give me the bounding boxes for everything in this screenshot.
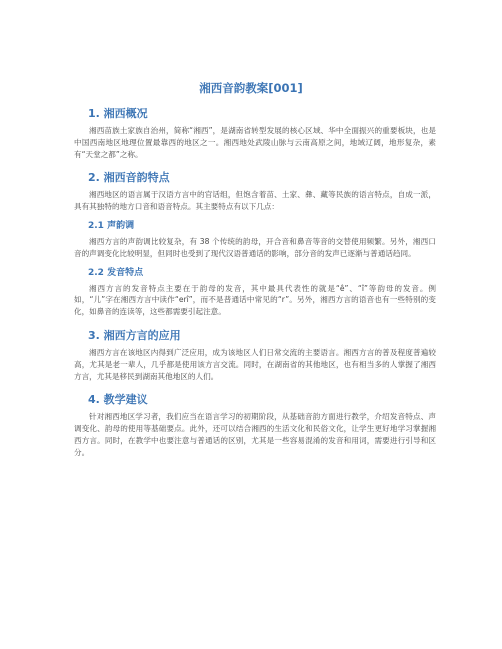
subsection-heading-pronunciation: 2.2 发音特点 (88, 267, 144, 278)
section-paragraph-application: 湘西方言在该地区内得到广泛应用，成为该地区人们日常交流的主要语言。湘西方言的普及程度普遍较高，尤其是老一辈人，几乎都是使用该方言交流。同时，在湖南省的其他地区，也有相当多的人掌握了湘西方言，尤其是移民到湖南其他地区的人们。 (74, 347, 436, 381)
section-paragraph-phonology: 湘西地区的语言属于汉语方言中的官话组，但饱含着苗、土家、彝、藏等民族的语言特点，自成一派，具有其独特的地方口音和语音特点。其主要特点有以下几点： (74, 190, 436, 212)
section-heading-phonology: 2. 湘西音韵特点 (88, 171, 170, 185)
section-heading-application: 3. 湘西方言的应用 (88, 328, 181, 342)
section-heading-teaching: 4. 教学建议 (88, 393, 148, 407)
section-heading-overview: 1. 湘西概况 (88, 107, 148, 120)
subsection-heading-tones: 2.1 声韵调 (88, 220, 135, 231)
section-paragraph-overview: 湘西苗族土家族自治州，简称“湘西”，是湖南省转型发展的核心区域、华中全面振兴的重要板块，也是中国西南地区地理位置最靠西的地区之一。湘西地处武陵山脉与云南高原之间，地域辽阔，地形复杂，素有“天堂之都”之称。 (74, 126, 436, 159)
subsection-paragraph-pronunciation: 湘西方言的发音特点主要在于韵母的发音，其中最具代表性的就是“ê”、“î”等韵母的发音。例如，“儿”字在湘西方言中读作“erî”，而不是普通话中常见的“r”。另外，湘西方言的语音也有一些特别的变化，如鼻音的连读等，这些都需要引起注意。 (74, 283, 436, 317)
section-paragraph-teaching: 针对湘西地区学习者，我们应当在语言学习的初期阶段，从基础音韵方面进行教学，介绍发音特点、声调变化、韵母的使用等基础要点。此外，还可以结合湘西的生活文化和民俗文化，让学生更好地学习掌握湘西方言。同时，在教学中也要注意与普通话的区别，尤其是一些容易混淆的发音和用词，需要进行引导和区分。 (74, 412, 436, 457)
subsection-paragraph-tones: 湘西方言的声韵调比较复杂，有 38 个传统的韵母，开合音和鼻音等音的交替使用频繁。另外，湘西口音的声调变化比较明显，但同时也受到了现代汉语普通话的影响，部分音的发声已逐渐与普通话趋同。 (74, 236, 436, 258)
document-body (74, 96, 436, 459)
document-title: 湘西音韵教案[001] (199, 81, 303, 95)
